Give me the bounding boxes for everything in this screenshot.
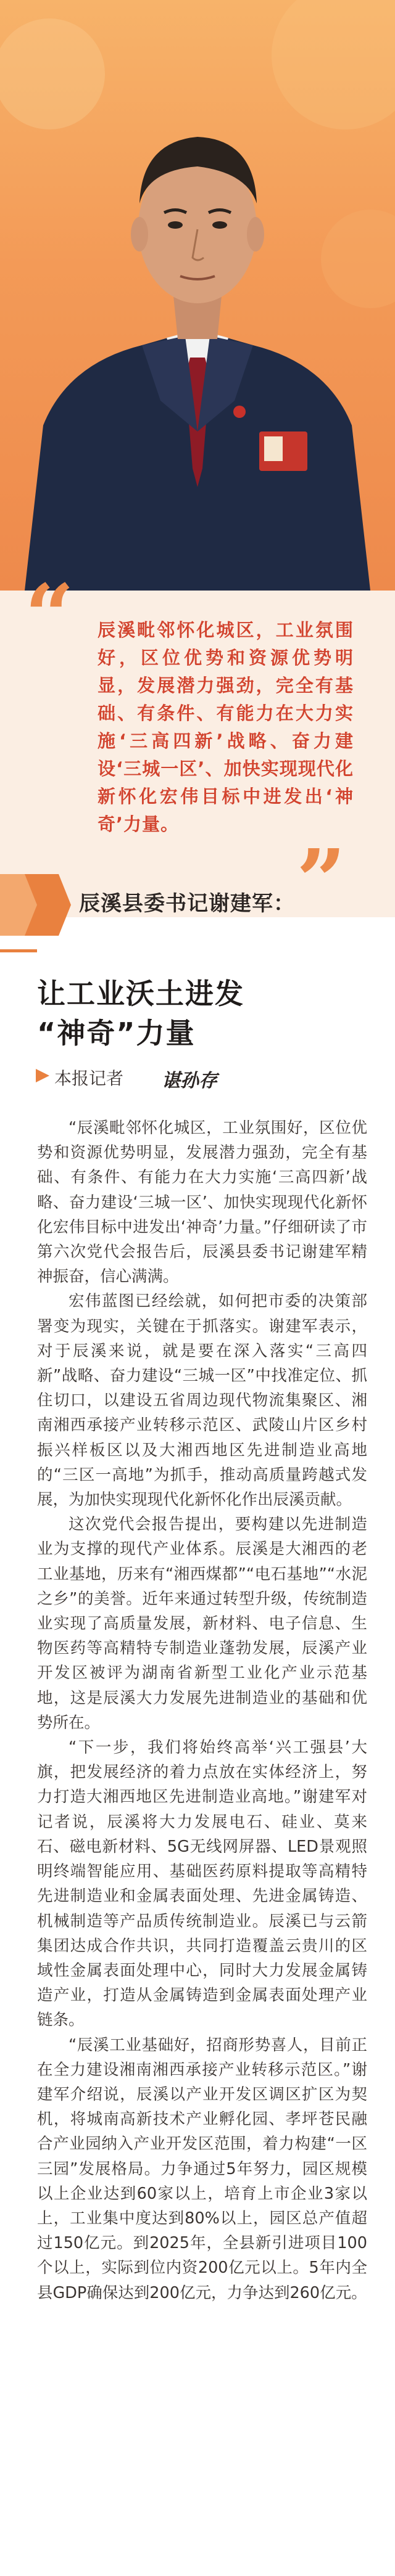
body-paragraph: “辰溪工业基础好，招商形势喜人，目前正在全力建设湘南湘西承接产业转移示范区。”谢建军介绍说，辰溪以产业开发区调区扩区为契机，将城南高新技术产业孵化园、孝坪苍民融合产业园纳入产业开发区范围，着力构建“一区三园”发展格局。力争通过5年努力，园区规模以上企业达到60家以上，培育上市企业3家以上，工业集中度达到80%以上，园区总产值超过150亿元。到2025年，全县新引进项目100个以上，实际到位内资200亿元以上。5年内全县GDP确保达到200亿元，力争达到260亿元。 (37, 2035, 367, 2302)
body-paragraph: 这次党代会报告提出，要构建以先进制造业为支撑的现代产业体系。辰溪是大湘西的老工业基地，历来有“湘西煤都”“电石基地”“水泥之乡”的美誉。近年来通过转型升级，传统制造业实现了高质量发展，新材料、电子信息、生物医药等高精特专制造业蓬勃发展，辰溪产业开发区被评为湖南省新型工业化产业示范基地，这是辰溪大力发展先进制造业的基础和优势所在。 (37, 1515, 367, 1732)
reporter-label: 本报记者 (54, 1068, 124, 1089)
article-body (37, 1116, 367, 2305)
body-paragraph: “辰溪毗邻怀化城区，工业氛围好，区位优势和资源优势明显，发展潜力强劲，完全有基础、有条件、有能力在大力实施‘三高四新’战略、奋力建设‘三城一区’、加快实现现代化新怀化宏伟目标中进发出‘神奇’力量。”仔细研读了市第六次党代会报告后，辰溪县委书记谢建军精神振奋，信心满满。 (37, 1119, 367, 1286)
reporter-name: 谌孙存 (162, 1070, 217, 1092)
headline-line-1: 让工业沃土进发 (37, 977, 244, 1010)
pull-quote-text: 辰溪毗邻怀化城区，工业氛围好，区位优势和资源优势明显，发展潜力强劲，完全有基础、有条件、有能力在大力实施‘三高四新’战略、奋力建设‘三城一区’、加快实现现代化新怀化宏伟目标中进发出‘神奇’力量。 (98, 619, 354, 835)
reporter-marker-icon (36, 1069, 49, 1082)
portrait-photo (0, 0, 395, 591)
portrait-illustration (0, 0, 395, 591)
body-paragraph: 宏伟蓝图已经绘就，如何把市委的决策部署变为现实，关键在于抓落实。谢建军表示，对于辰溪来说，就是要在深入落实“三高四新”战略、奋力建设“三城一区”中找准定位、抓住切口，以建设五省周边现代物流集聚区、湘南湘西承接产业转移示范区、武陵山片区乡村振兴样板区以及大湘西地区先进制造业高地的“三区一高地”为抓手，推动高质量跨越式发展，为加快实现现代化新怀化作出辰溪贡献。 (37, 1292, 367, 1510)
byline-title: 辰溪县委书记谢建军： (79, 891, 295, 916)
body-paragraph: “下一步，我们将始终高举‘兴工强县’大旗，把发展经济的着力点放在实体经济上，努力打造大湘西地区先进制造业高地。”谢建军对记者说，辰溪将大力发展电石、硅业、莫来石、磁电新材料、5G无线网屏器、LED景观照明终端智能应用、基础医药原料提取等高精特先进制造业和金属表面处理、先进金属铸造、机械制造等产品质传统制造业。辰溪已与云箭集团达成合作共识，共同打造覆盖云贵川的区域性金属表面处理中心，同时大力发展金属铸造产业，打造从金属铸造到金属表面处理产业链条。 (37, 1738, 367, 2030)
headline-accent-bar (0, 949, 37, 952)
open-quote-mark-icon: “ (25, 566, 75, 667)
headline-line-2: “神奇”力量 (37, 1016, 196, 1050)
close-quote-mark-icon: ” (296, 831, 346, 932)
